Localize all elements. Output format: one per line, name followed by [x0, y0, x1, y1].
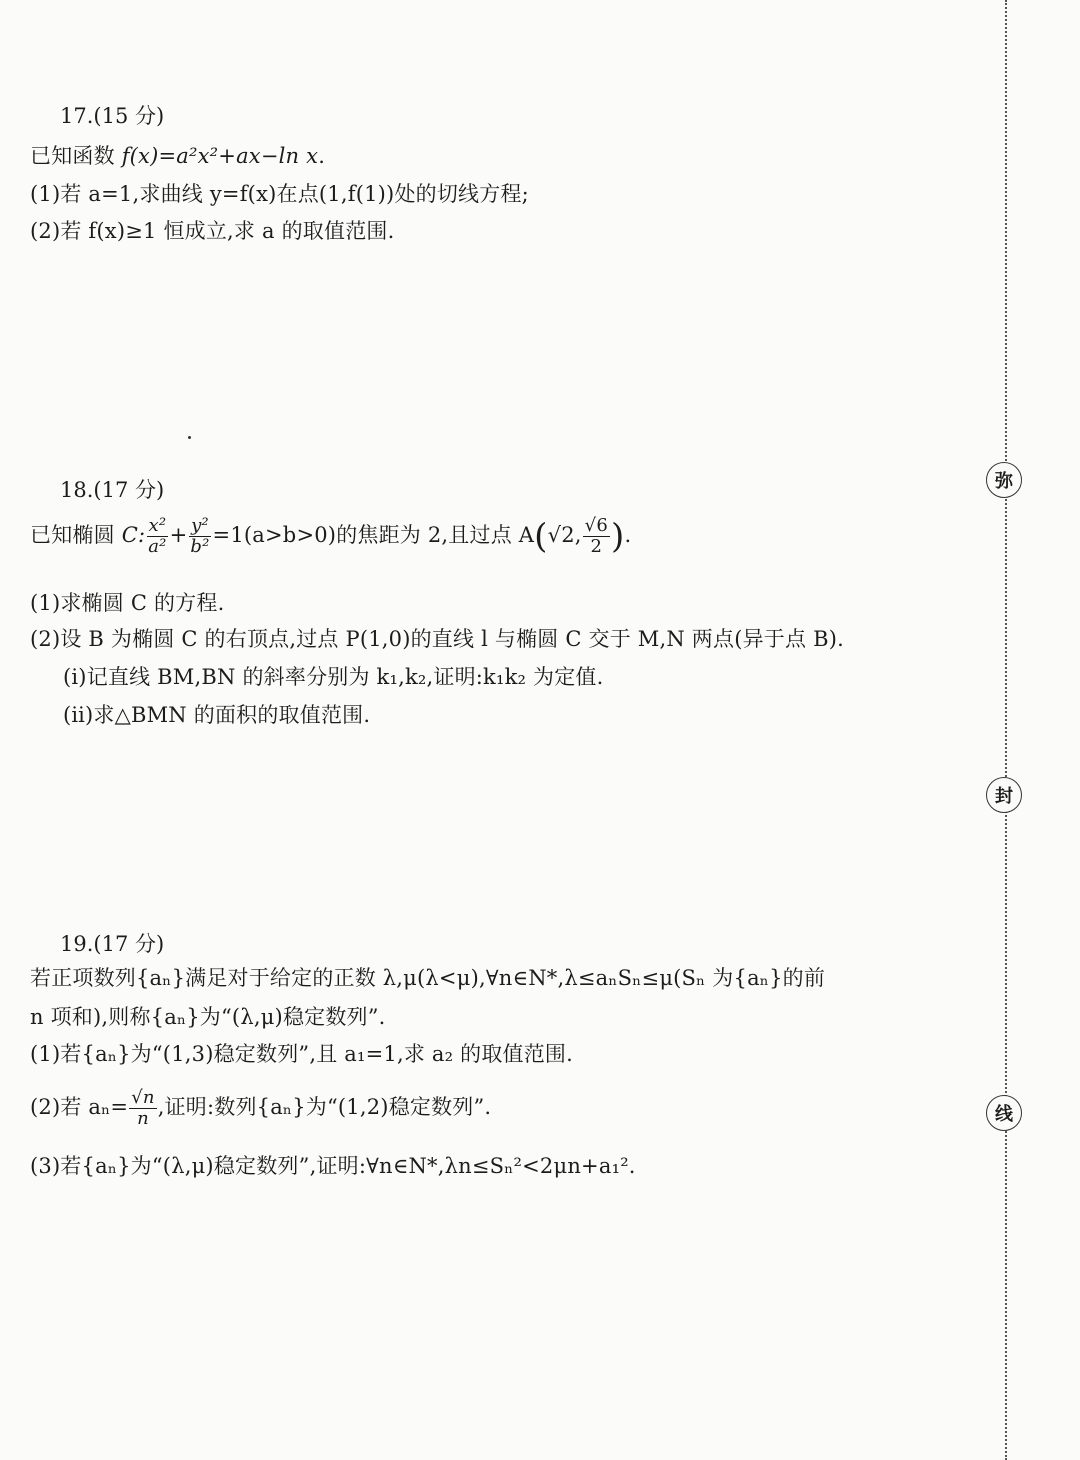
problem-19-part-3: (3)若{aₙ}为“(λ,μ)稳定数列”,证明:∀n∈N*,λn≤Sₙ²<2μn+a₁². [30, 1154, 636, 1178]
problem-18-part-2: (2)设 B 为椭圆 C 的右顶点,过点 P(1,0)的直线 l 与椭圆 C 交于 M,N 两点(异于点 B). [30, 627, 844, 651]
sqrt-2: √2 [547, 523, 575, 547]
seal-mark-feng: 封 [986, 777, 1022, 813]
problem-18-stem: 已知椭圆 C: $\frac{\text{x²}}{\text{a²}}$ + $\frac{\text{y²}}{\text{b²}}$ =1(a>b>0)的焦距为 2,且过点 A(√2, $\frac{√6}{2}$ ). [30, 515, 632, 557]
problem-17-heading: 17.(15 分) [60, 104, 165, 128]
problem-17 [60, 102, 980, 130]
fraction-y2-b2: $\frac{\text{y²}}{\text{b²}}$ [190, 515, 210, 557]
problem-19 [60, 930, 980, 958]
problem-17-part-2: (2)若 f(x)≥1 恒成立,求 a 的取值范围. [30, 219, 395, 243]
problem-18-part-2-i: (ⅰ)记直线 BM,BN 的斜率分别为 k₁,k₂,证明:k₁k₂ 为定值. [63, 665, 604, 689]
binding-dotted-line [1005, 0, 1007, 1460]
problem-19-part-2: (2)若 aₙ= $\frac{√n}{n}$ ,证明:数列{aₙ}为“(1,2)稳定数列”. [30, 1087, 492, 1129]
fraction-x2-a2: $\frac{\text{x²}}{\text{a²}}$ [148, 515, 167, 557]
problem-18-heading: 18.(17 分) [60, 478, 165, 502]
seal-mark-xian: 线 [986, 1095, 1022, 1131]
fraction-sqrtn-n: $\frac{√n}{n}$ [131, 1087, 155, 1129]
problem-17-part-1: (1)若 a=1,求曲线 y=f(x)在点(1,f(1))处的切线方程; [30, 182, 529, 206]
scan-speck [188, 436, 191, 439]
problem-18-part-2-ii: (ⅱ)求△BMN 的面积的取值范围. [63, 703, 371, 727]
problem-18 [60, 476, 980, 504]
seal-mark-mi: 弥 [986, 462, 1022, 498]
problem-19-heading: 19.(17 分) [60, 932, 165, 956]
problem-19-part-1: (1)若{aₙ}为“(1,3)稳定数列”,且 a₁=1,求 a₂ 的取值范围. [30, 1042, 574, 1066]
problem-18-part-1: (1)求椭圆 C 的方程. [30, 591, 225, 615]
problem-19-stem-line-1: 若正项数列{aₙ}满足对于给定的正数 λ,μ(λ<μ),∀n∈N*,λ≤aₙSₙ≤μ(Sₙ 为{aₙ}的前 [30, 966, 826, 990]
problem-17-stem: 已知函数 f(x)=a²x²+ax−ln x. [30, 144, 326, 168]
problem-19-stem-line-2: n 项和),则称{aₙ}为“(λ,μ)稳定数列”. [30, 1005, 386, 1029]
function-expression: f(x)=a²x²+ax−ln x [121, 144, 319, 168]
fraction-sqrt6-2: $\frac{√6}{2}$ [584, 515, 608, 557]
